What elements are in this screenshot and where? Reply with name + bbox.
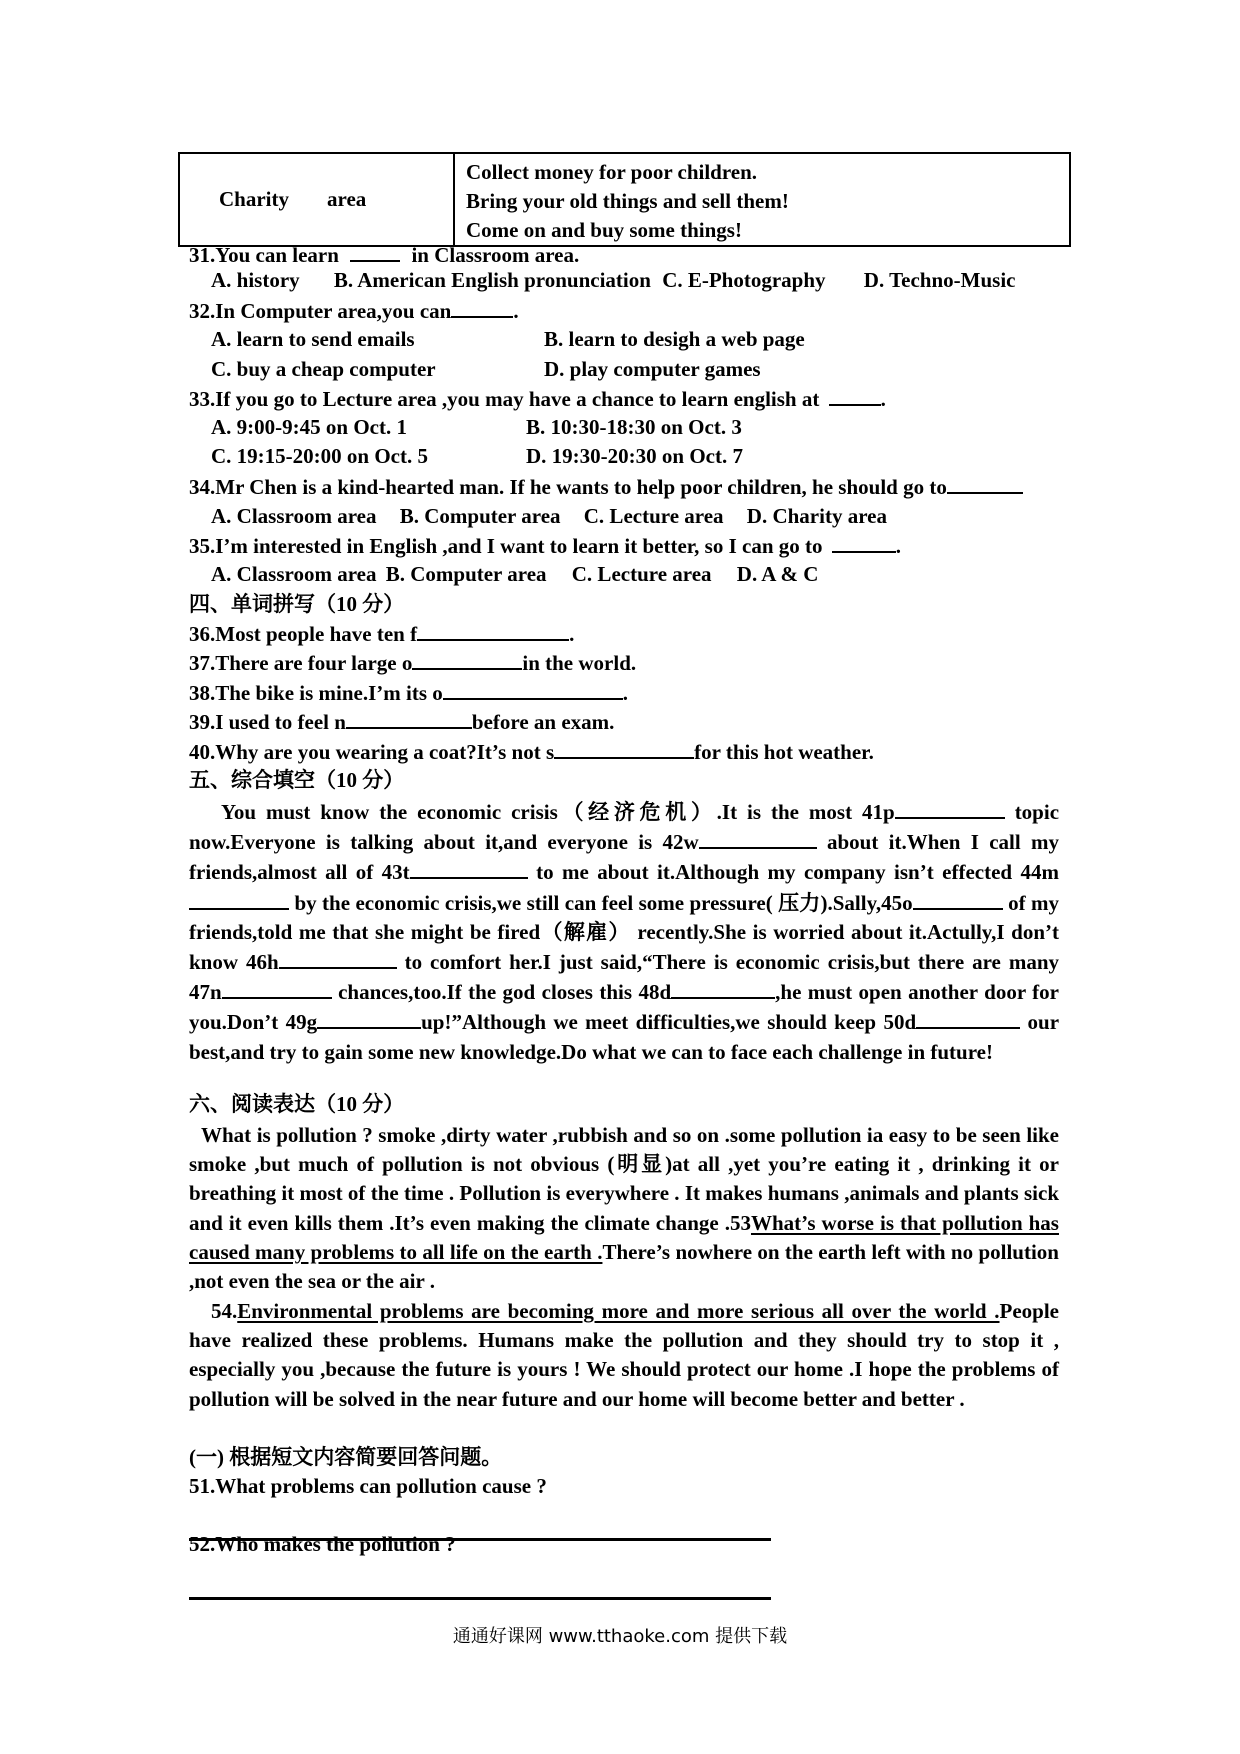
question-text: in Classroom area. [411, 243, 580, 267]
option-d[interactable]: D. 19:30-20:30 on Oct. 7 [526, 444, 743, 468]
question-text: for this hot weather. [694, 740, 874, 764]
option-a[interactable]: A. Classroom area [211, 504, 377, 528]
activity-line: Collect money for poor children. [466, 160, 758, 184]
blank-45[interactable] [913, 888, 1003, 910]
blank-50[interactable] [916, 1007, 1020, 1029]
answer-blank[interactable] [443, 678, 623, 700]
question-text: . [895, 534, 902, 558]
question-52: 52.Who makes the pollution ? [189, 1532, 456, 1556]
answer-blank[interactable] [947, 472, 1023, 494]
answer-line-52[interactable] [189, 1597, 771, 1600]
option-c[interactable]: C. E-Photography [662, 268, 826, 292]
answer-blank[interactable] [554, 737, 694, 759]
question-text: 36.Most people have ten f [189, 622, 418, 646]
question-31-options [211, 266, 1015, 295]
sub-section-heading: (一) 根据短文内容简要回答问题。 [189, 1445, 503, 1469]
question-text: 38.The bike is mine.I’m its o [189, 681, 443, 705]
question-text: in the world. [522, 651, 637, 675]
underlined-sentence-53: What’s worse is that pollution has caused many problems to all life on the earth . [189, 1210, 1059, 1264]
option-c[interactable]: C. Lecture area [583, 504, 724, 528]
question-text: . [622, 681, 629, 705]
answer-blank[interactable] [451, 296, 513, 318]
question-33-options-row2 [211, 442, 743, 471]
blank-49[interactable] [317, 1007, 421, 1029]
passage-text: There’s nowhere on the earth left with no pollution ,not even the sea or the air . [189, 1239, 1059, 1294]
passage-text: about it.When I call my friends,almost all of 43t [189, 830, 1059, 885]
cloze-passage [189, 797, 1059, 1067]
blank-44[interactable] [189, 888, 289, 910]
reading-paragraph-2 [189, 1297, 1059, 1414]
option-a[interactable]: A. 9:00-9:45 on Oct. 1 [211, 415, 407, 439]
area-activities-cell [454, 153, 1070, 246]
answer-blank[interactable] [829, 384, 881, 406]
question-34 [189, 472, 1023, 502]
blank-42[interactable] [699, 827, 817, 849]
option-b[interactable]: B. 10:30-18:30 on Oct. 3 [526, 415, 742, 439]
activity-line: Come on and buy some things! [466, 218, 742, 242]
option-d[interactable]: D. Charity area [746, 504, 887, 528]
question-text: . [880, 387, 886, 411]
option-b[interactable]: B. Computer area [399, 504, 561, 528]
passage-text: ,he must open another door for you.Don’t 49g [189, 980, 1059, 1035]
question-text: before an exam. [471, 710, 615, 734]
question-51: 51.What problems can pollution cause ? [189, 1474, 547, 1498]
option-d[interactable]: D. play computer games [544, 357, 761, 381]
question-33 [189, 384, 886, 414]
option-a[interactable]: A. history [211, 268, 300, 292]
blank-41[interactable] [895, 797, 1005, 819]
option-c[interactable]: C. 19:15-20:00 on Oct. 5 [211, 444, 428, 468]
question-text: 35.I’m interested in English ,and I want to learn it better, so I can go to [189, 534, 823, 558]
question-text: 32.In Computer area,you can [189, 299, 452, 323]
option-c[interactable]: C. Lecture area [571, 562, 712, 586]
question-32-options-row2 [211, 355, 761, 384]
area-name-word1: Charity [219, 187, 289, 211]
blank-46[interactable] [279, 947, 397, 969]
option-a[interactable]: A. learn to send emails [211, 327, 415, 351]
option-d[interactable]: D. A & C [736, 562, 819, 586]
question-34-options [211, 502, 887, 531]
blank-48[interactable] [671, 977, 775, 999]
underlined-sentence-54: Environmental problems are becoming more and more serious all over the world . [237, 1299, 1000, 1323]
question-40 [189, 737, 874, 767]
question-36 [189, 619, 574, 649]
option-b[interactable]: B. Computer area [385, 562, 547, 586]
option-a[interactable]: A. Classroom area [211, 562, 377, 586]
question-text: 37.There are four large o [189, 651, 413, 675]
question-32 [189, 296, 519, 326]
passage-text: topic now.Everyone is talking about it,and everyone is 42w [189, 800, 1060, 855]
passage-text: What is pollution ? smoke ,dirty water ,rubbish and so on .some pollution ia easy to be seen like smoke ,but much of pollution is not obvious (明显)at all ,yet you’re eating it , drinking it or breathing it most of the time . Pollution is everywhere . It makes humans ,animals and plants sick and it even kills them .It’s even making the climate change .53 [189, 1123, 1059, 1235]
section-6-heading: 六、阅读表达（10 分） [189, 1092, 405, 1116]
passage-text: chances,too.If the god closes this 48d [338, 980, 672, 1005]
section-4-heading: 四、单词拼写（10 分） [189, 592, 405, 616]
passage-text: 54. [211, 1299, 238, 1323]
reading-paragraph-1 [189, 1121, 1059, 1296]
option-d[interactable]: D. Techno-Music [863, 268, 1016, 292]
answer-blank[interactable] [412, 648, 522, 670]
answer-blank[interactable] [832, 531, 896, 553]
question-text: . [569, 622, 575, 646]
question-text: 34.Mr Chen is a kind-hearted man. If he wants to help poor children, he should go to [189, 475, 947, 499]
activity-line: Bring your old things and sell them! [466, 189, 789, 213]
answer-blank[interactable] [346, 707, 472, 729]
charity-area-table [178, 152, 1071, 247]
blank-43[interactable] [410, 857, 528, 879]
question-text: 39.I used to feel n [189, 710, 346, 734]
question-39 [189, 707, 614, 737]
question-37 [189, 648, 636, 678]
question-35 [189, 531, 901, 561]
passage-text: to me about it.Although my company isn’t effected 44m [536, 860, 1059, 885]
blank-47[interactable] [222, 977, 332, 999]
section-5-heading: 五、综合填空（10 分） [189, 768, 405, 792]
passage-text: up!”Although we meet difficulties,we should keep 50d [421, 1010, 917, 1035]
passage-text: to comfort her.I just said,“There is economic crisis,but there are many 47n [189, 950, 1059, 1005]
passage-text: People have realized these problems. Humans make the pollution and they should try to stop it , especially you ,because the future is yours ! We should protect our home .I hope the problems of pollution will be solved in the near future and our home will become better and better . [189, 1299, 1059, 1411]
passage-text: by the economic crisis,we still can feel some pressure( 压力).Sally,45o [294, 890, 913, 915]
passage-text: You must know the economic crisis（经济危机）.It is the most 41p [221, 800, 895, 824]
passage-text: our best,and try to gain some new knowledge.Do what we can to face each challenge in future! [189, 1010, 1060, 1064]
question-text: . [513, 299, 519, 323]
question-text: 33.If you go to Lecture area ,you may have a chance to learn english at [189, 387, 820, 411]
option-c[interactable]: C. buy a cheap computer [211, 357, 436, 381]
question-32-options-row1 [211, 325, 805, 354]
area-name-word2: area [327, 187, 367, 211]
footer-watermark: 通通好课网 www.tthaoke.com 提供下载 [452, 1626, 788, 1647]
passage-text: of my friends,told me that she might be fired（解雇） recently.She is worried about it.Actully,I don’t know 46h [189, 890, 1060, 975]
area-name-cell [179, 153, 454, 246]
answer-blank[interactable] [350, 240, 400, 262]
question-33-options-row1 [211, 413, 742, 442]
answer-blank[interactable] [417, 619, 569, 641]
question-text: 31.You can learn [189, 243, 339, 267]
question-text: 40.Why are you wearing a coat?It’s not s [189, 740, 555, 764]
question-35-options [211, 560, 818, 589]
option-b[interactable]: B. American English pronunciation [333, 268, 651, 292]
option-b[interactable]: B. learn to desigh a web page [544, 327, 805, 351]
question-38 [189, 678, 628, 708]
